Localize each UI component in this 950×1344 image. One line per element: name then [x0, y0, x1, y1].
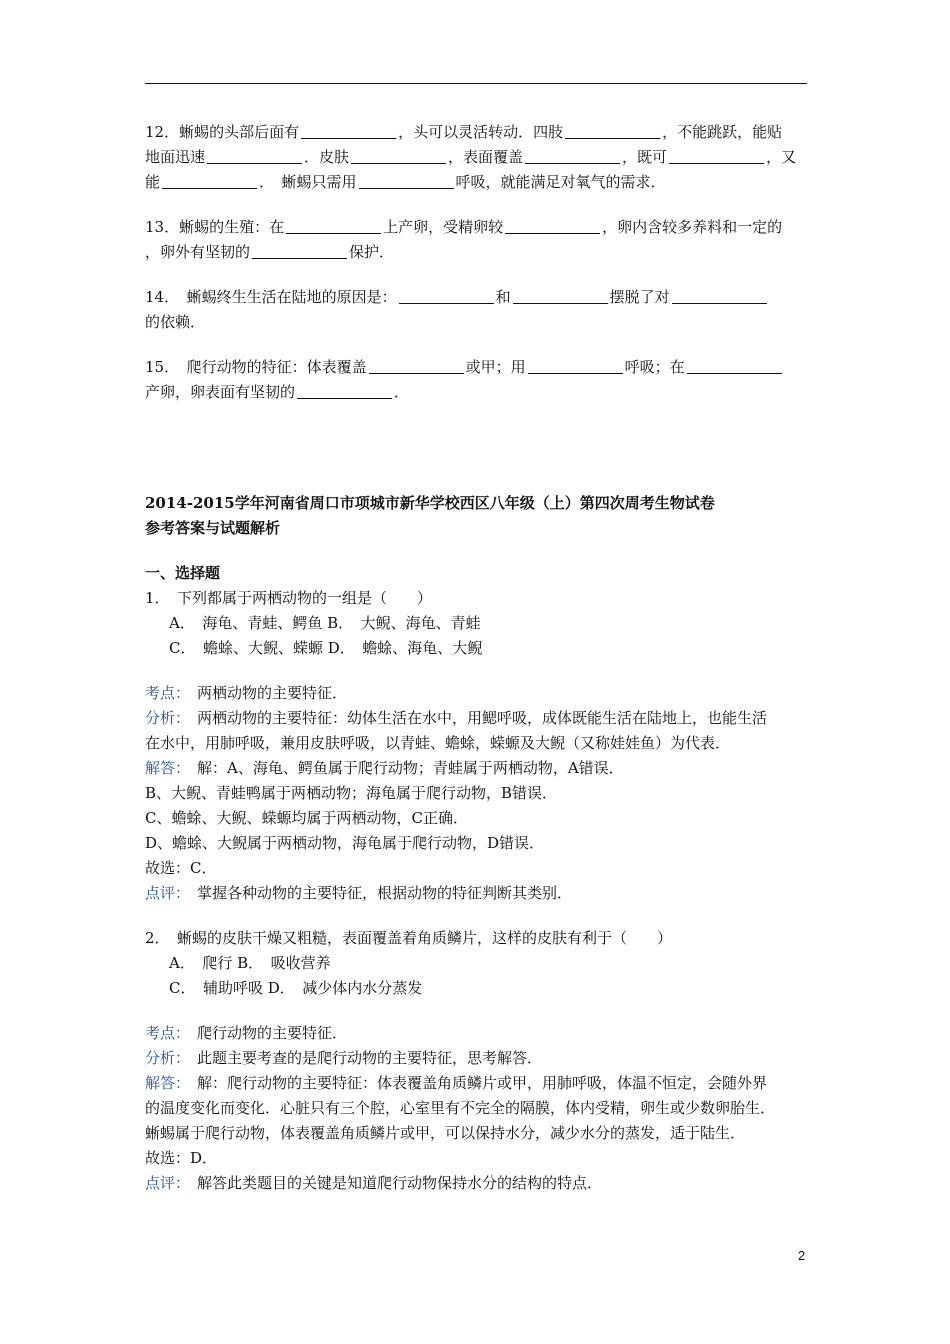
question-13: 13．蜥蜴的生殖：在 上产卵，受精卵较 ，卵内含较多养料和一定的 ，卵外有坚韧的 保护． — [145, 218, 783, 261]
answer-blank[interactable] — [286, 218, 381, 234]
answer-blank[interactable] — [528, 358, 623, 374]
question-stem: 2． 蜥蜴的皮肤干燥又粗糙，表面覆盖着角质鳞片，这样的皮肤有利于（ ） — [145, 929, 673, 947]
answer-blank[interactable] — [162, 173, 257, 189]
answer-blank[interactable] — [297, 383, 392, 399]
answer-blank[interactable] — [359, 173, 454, 189]
answer-blank[interactable] — [399, 288, 494, 304]
answer-blank[interactable] — [525, 148, 620, 164]
answer-blank[interactable] — [513, 288, 608, 304]
question-stem: 1． 下列都属于两栖动物的一组是（ ） — [145, 589, 433, 607]
fenxi-label: 分析： — [145, 709, 191, 727]
question-15: 15． 爬行动物的特征：体表覆盖 或甲；用 呼吸；在 产卵，卵表面有坚韧的 ． — [145, 355, 807, 405]
fenxi-label: 分析： — [145, 1049, 191, 1067]
dianping-label: 点评： — [145, 884, 191, 902]
answer-subtitle: 参考答案与试题解析 — [145, 519, 281, 537]
answer-blank[interactable] — [351, 148, 446, 164]
answer-blank[interactable] — [669, 148, 764, 164]
kaodian-label: 考点： — [145, 1024, 191, 1042]
answer-blank[interactable] — [565, 123, 660, 139]
answer-blank[interactable] — [505, 218, 600, 234]
final-answer: 故选：D． — [145, 1149, 218, 1167]
jieda-label: 解答： — [145, 1074, 191, 1092]
dianping-label: 点评： — [145, 1174, 191, 1192]
final-answer: 故选：C． — [145, 859, 217, 877]
jieda-label: 解答： — [145, 759, 191, 777]
answer-question-2: 2． 蜥蜴的皮肤干燥又粗糙，表面覆盖着角质鳞片，这样的皮肤有利于（ ） A． 爬行 B． 吸收营养 C． 辅助呼吸 D． 减少体内水分蒸发 考点： 爬行动物的主要特征． 分析： 此题主要考查的是爬行动物的主要特征，思考解答． 解答： 解：爬行动物的主要特征：体表覆盖角质鳞片或甲，用肺呼吸，体温不恒定，会随外界 的温度变化而变化．心脏只有三个腔，心室里有不完全的隔膜，体内受精，卵生或少数卵胎生． 蜥蜴属于爬行动物，体表覆盖角质鳞片或甲，可以保持水分，减少水分的蒸发，适于陆生． 故选：D． 点评： 解答此类题目的关键是知道爬行动物保持水分的结构的特点． — [145, 926, 807, 1196]
page-content — [145, 120, 807, 1196]
answer-title: 2014-2015学年河南省周口市项城市新华学校西区八年级（上）第四次周考生物试卷 — [145, 494, 715, 512]
answer-blank[interactable] — [687, 358, 782, 374]
answer-blank[interactable] — [369, 358, 464, 374]
answer-blank[interactable] — [207, 148, 302, 164]
answer-blank[interactable] — [672, 288, 767, 304]
page-number: 2 — [798, 1248, 806, 1263]
options-cd: C． 蟾蜍、大鲵、蝾螈 D． 蟾蜍、海龟、大鲵 — [169, 639, 483, 657]
kaodian-label: 考点： — [145, 684, 191, 702]
options-ab: A． 爬行 B． 吸收营养 — [169, 954, 331, 972]
options-cd: C． 辅助呼吸 D． 减少体内水分蒸发 — [169, 979, 423, 997]
answer-blank[interactable] — [301, 123, 396, 139]
header-rule — [145, 83, 807, 84]
question-14: 14． 蜥蜴终生生活在陆地的原因是： 和 摆脱了对 的依赖． — [145, 285, 807, 335]
options-ab: A． 海龟、青蛙、鳄鱼 B． 大鲵、海龟、青蛙 — [169, 614, 481, 632]
answer-blank[interactable] — [252, 243, 347, 259]
answer-question-1: 1． 下列都属于两栖动物的一组是（ ） A． 海龟、青蛙、鳄鱼 B． 大鲵、海龟、青蛙 C． 蟾蜍、大鲵、蝾螈 D． 蟾蜍、海龟、大鲵 考点： 两栖动物的主要特征． 分析： 两栖动物的主要特征：幼体生活在水中，用鳃呼吸，成体既能生活在陆地上，也能生活 在水中，用肺呼吸，兼用皮肤呼吸，以青蛙、蟾蜍，蝾螈及大鲵（又称娃娃鱼）为代表． 解答： 解：A、海龟、鳄鱼属于爬行动物；青蛙属于两栖动物，A错误． B、大鲵、青蛙鸭属于两栖动物；海龟属于爬行动物，B错误． C、蟾蜍、大鲵、蝾螈均属于两栖动物，C正确． D、蟾蜍、大鲵属于两栖动物，海龟属于爬行动物，D错误． 故选：C． 点评： 掌握各种动物的主要特征，根据动物的特征判断其类别． — [145, 586, 807, 906]
section-title: 一、选择题 — [145, 564, 221, 582]
question-12: 12．蜥蜴的头部后面有 ，头可以灵活转动．四肢 ，不能跳跃，能贴 地面迅速 ．皮肤 ，表面覆盖 ，既可 ，又 能 ． 蜥蜴只需用 呼吸，就能满足对氧气的需求． — [145, 123, 797, 191]
